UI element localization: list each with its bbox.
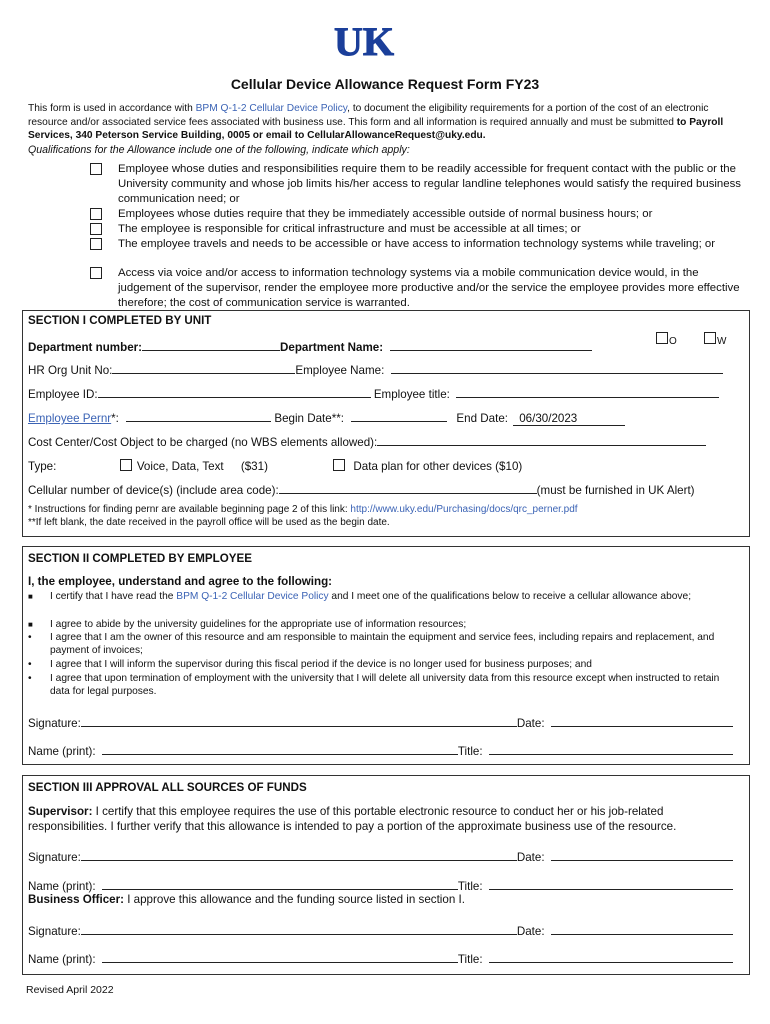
title-label: Title:	[457, 880, 483, 893]
qualification-text: The employee is responsible for critical infrastructure and must be accessible at all times; or	[118, 223, 581, 235]
business-officer-title-field[interactable]	[489, 951, 733, 963]
cost-center-label: Cost Center/Cost Object to be charged (no WBS elements allowed):	[28, 436, 378, 449]
date-label: Date:	[516, 851, 545, 864]
qualification-item	[90, 266, 745, 310]
bpm-policy-link[interactable]: BPM Q-1-2 Cellular Device Policy	[195, 103, 348, 114]
form-title: Cellular Device Allowance Request Form FY23	[230, 76, 540, 92]
name-print-label: Name (print):	[28, 880, 96, 893]
cellular-number-note: (must be furnished in UK Alert)	[536, 484, 695, 497]
date-label: Date:	[516, 717, 545, 730]
employee-title-label: Employee title:	[373, 388, 450, 401]
dept-number-label: Department number:	[28, 341, 143, 354]
revised-date: Revised April 2022	[26, 984, 114, 996]
dept-name-label: Department Name:	[280, 341, 384, 354]
section-1-heading: SECTION I COMPLETED BY UNIT	[28, 314, 212, 327]
uk-logo	[328, 22, 400, 62]
agreement-text: I agree that I am the owner of this resource and am responsible to maintain the equipment and service fees, including repairs and replacement, and payment of invoices;	[50, 632, 715, 656]
supervisor-label: Supervisor:	[28, 805, 93, 818]
supervisor-text: I certify that this employee requires the use of this portable electronic resource to conduct her or his job-related responsibilities. I further verify that this allowance is intended to pay a portion of the approximate business use of the resource.	[28, 805, 677, 833]
agreement-text: I agree to abide by the university guidelines for the appropriate use of information resources;	[50, 619, 467, 630]
employee-id-label: Employee ID:	[28, 388, 98, 401]
section-3-heading: SECTION III APPROVAL ALL SOURCES OF FUNDS	[28, 781, 307, 794]
qualification-checkbox[interactable]	[90, 223, 102, 235]
intro-paragraph	[28, 102, 746, 143]
begin-date-field[interactable]	[351, 410, 447, 422]
qualification-item	[90, 162, 745, 206]
qualifications-label: Qualifications for the Allowance include one of the following, indicate which apply:	[28, 144, 410, 156]
supervisor-statement	[28, 804, 743, 834]
title-label: Title:	[457, 745, 483, 758]
intro-submit-text: to Payroll Services, 340 Peterson Service Building, 0005 or email to CellularAllowanceRequest@uky.edu.	[28, 116, 724, 142]
business-officer-text: I approve this allowance and the funding source listed in section I.	[124, 893, 465, 906]
voice-data-text-checkbox[interactable]	[120, 459, 132, 471]
qualification-item	[90, 222, 745, 237]
option-o-label: O	[669, 336, 677, 347]
supervisor-name-print-field[interactable]	[102, 878, 458, 890]
section-2: SECTION II COMPLETED BY EMPLOYEE I, the employee, understand and agree to the following: ■ I certify that I have read the BPM Q-1-2 Cellular Device Policy and I meet one of the qualifications below to receive a cellular allowance above; ■ I agree to abide by the university guidelines for the appropriate use of information resources; • I agree that I am the owner of this resource and am responsible to maintain the equipment and service fees, including repairs and replacement, and payment of invoices; • I agree that I will inform the supervisor during this fiscal period if the device is no longer used for business purposes; and • I agree that upon termination of employment with the university that I will delete all university data from this resource except when instructed to retain data for legal purposes. Signature: Date: Name (print): Title:	[22, 546, 750, 765]
employee-date-field[interactable]	[551, 715, 733, 727]
qualification-checkbox[interactable]	[90, 267, 102, 279]
hr-org-label: HR Org Unit No:	[28, 364, 113, 377]
pernr-instructions-link[interactable]: http://www.uky.edu/Purchasing/docs/qrc_perner.pdf	[350, 504, 578, 515]
employee-name-print-field[interactable]	[102, 743, 458, 755]
cellular-number-label: Cellular number of device(s) (include area code):	[28, 484, 279, 497]
employee-title-print-field[interactable]	[489, 743, 733, 755]
agreement-heading: I, the employee, understand and agree to the following:	[28, 575, 333, 588]
employee-id-field[interactable]	[98, 386, 371, 398]
cellular-number-field[interactable]	[279, 482, 537, 494]
dept-name-field[interactable]	[390, 339, 592, 351]
agreement-text: I certify that I have read the	[50, 591, 177, 602]
business-officer-name-print-field[interactable]	[102, 951, 458, 963]
agreement-text: and I meet one of the qualifications below to receive a cellular allowance above;	[328, 591, 692, 602]
option-o-checkbox[interactable]	[656, 332, 668, 344]
section-3	[22, 775, 750, 975]
business-officer-signature-field[interactable]	[81, 923, 517, 935]
dept-number-field[interactable]	[142, 339, 280, 351]
data-plan-checkbox[interactable]	[333, 459, 345, 471]
agreement-text: I agree that I will inform the supervisor during this fiscal period if the device is no longer used for business purposes; and	[50, 659, 592, 670]
employee-pernr-star: *:	[111, 412, 119, 425]
intro-text-1: This form is used in accordance with	[28, 103, 196, 114]
business-officer-label: Business Officer:	[28, 893, 124, 906]
pernr-instructions-note: * Instructions for finding pernr are available beginning page 2 of this link:	[28, 504, 348, 515]
qualification-text: Access via voice and/or access to information technology systems via a mobile communication device would, in the judgement of the supervisor, render the employee more productive and/or the service the employee provides more effective therefore; the cost of communication service is warranted.	[118, 267, 740, 309]
qualification-checkbox[interactable]	[90, 163, 102, 175]
begin-date-note: **If left blank, the date received in the payroll office will be used as the begin date.	[28, 517, 390, 528]
employee-pernr-link[interactable]: Employee Pernr	[28, 412, 112, 425]
qualification-text: Employees whose duties require that they be immediately accessible outside of normal business hours; or	[118, 208, 653, 220]
employee-title-field[interactable]	[456, 386, 719, 398]
employee-name-label: Employee Name:	[295, 364, 385, 377]
end-date-label: End Date:	[456, 412, 508, 425]
employee-pernr-field[interactable]	[126, 410, 271, 422]
date-label: Date:	[516, 925, 545, 938]
qualification-text: Employee whose duties and responsibilities require them to be readily accessible for frequent contact with the public or the University community and whose job limits his/her access to regular landline telephones would satisfy the required business communication need; or	[118, 163, 741, 205]
voice-data-text-amount: ($31)	[240, 460, 268, 473]
supervisor-date-field[interactable]	[551, 849, 733, 861]
qualification-item	[90, 237, 745, 252]
name-print-label: Name (print):	[28, 745, 96, 758]
supervisor-signature-field[interactable]	[81, 849, 517, 861]
option-w-label: W	[717, 336, 727, 347]
qualification-item	[90, 207, 745, 222]
qualification-checkbox[interactable]	[90, 208, 102, 220]
voice-data-text-label: Voice, Data, Text	[136, 460, 224, 473]
hr-org-field[interactable]	[112, 362, 295, 374]
bpm-policy-link-2[interactable]: BPM Q-1-2 Cellular Device Policy	[176, 591, 329, 602]
signature-label: Signature:	[28, 925, 81, 938]
name-print-label: Name (print):	[28, 953, 96, 966]
cost-center-field[interactable]	[377, 434, 706, 446]
title-label: Title:	[457, 953, 483, 966]
begin-date-label: Begin Date**:	[274, 412, 344, 425]
supervisor-title-field[interactable]	[489, 878, 733, 890]
qualification-text: The employee travels and needs to be accessible or have access to information technology systems while traveling; or	[118, 238, 716, 250]
qualification-checkbox[interactable]	[90, 238, 102, 250]
agreement-text: I agree that upon termination of employment with the university that I will delete all university data from this resource except when instructed to retain data for legal purposes.	[50, 673, 720, 697]
uk-logo-text: UK	[334, 22, 394, 62]
type-label: Type:	[28, 460, 57, 473]
section-2-heading: SECTION II COMPLETED BY EMPLOYEE	[28, 552, 252, 565]
data-plan-label: Data plan for other devices ($10)	[353, 460, 523, 473]
employee-name-field[interactable]	[391, 362, 723, 374]
signature-label: Signature:	[28, 717, 81, 730]
end-date-field[interactable]: 06/30/2023	[513, 412, 625, 426]
signature-label: Signature:	[28, 851, 81, 864]
business-officer-date-field[interactable]	[551, 923, 733, 935]
section-1	[22, 310, 750, 537]
option-w-checkbox[interactable]	[704, 332, 716, 344]
intro-text-2: , to document the eligibility requirements for a portion of the cost of an electronic resource and/or associated service fees associated with business use. This form and all information is required annually and must be submitted	[28, 103, 709, 128]
employee-signature-field[interactable]	[81, 715, 517, 727]
